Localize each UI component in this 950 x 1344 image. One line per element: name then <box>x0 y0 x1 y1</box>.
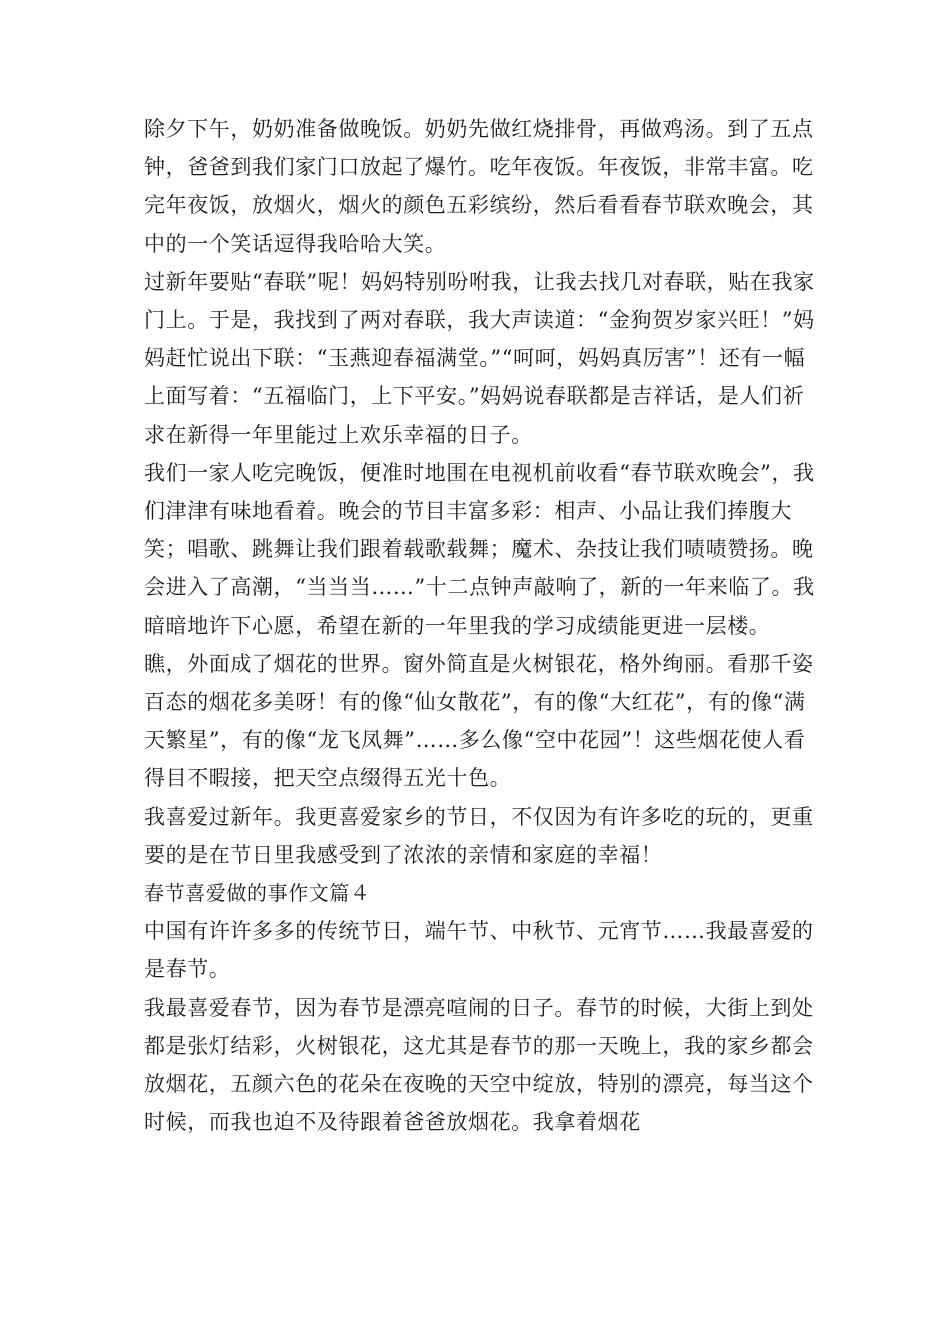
document-body <box>144 110 824 1141</box>
paragraph-3: 我们一家人吃完晚饭，便准时地围在电视机前收看“春节联欢晚会”，我们津津有味地看着。晚会的节目丰富多彩：相声、小品让我们捧腹大笑；唱歌、跳舞让我们跟着载歌载舞；魔术、杂技让我们啧啧赞扬。晚会进入了高潮，“当当当……”十二点钟声敲响了，新的一年来临了。我暗暗地许下心愿，希望在新的一年里我的学习成绩能更进一层楼。 <box>144 460 815 638</box>
paragraph-4: 瞧，外面成了烟花的世界。窗外简直是火树银花，格外绚丽。看那千姿百态的烟花多美呀！有的像“仙女散花”，有的像“大红花”，有的像“满天繁星”，有的像“龙飞凤舞”……多么像“空中花园”！这些烟花使人看得目不暇接，把天空点缀得五光十色。 <box>144 651 814 791</box>
paragraph-7: 我最喜爱春节，因为春节是漂亮喧闹的日子。春节的时候，大街上到处都是张灯结彩，火树银花，这尤其是春节的那一天晚上，我的家乡都会放烟花，五颜六色的花朵在夜晚的天空中绽放，特别的漂亮，每当这个时候，而我也迫不及待跟着爸爸放烟花。我拿着烟花 <box>144 995 814 1135</box>
paragraph-1: 除夕下午，奶奶准备做晚饭。奶奶先做红烧排骨，再做鸡汤。到了五点钟，爸爸到我们家门口放起了爆竹。吃年夜饭。年夜饭，非常丰富。吃完年夜饭，放烟火，烟火的颜色五彩缤纷，然后看看春节联欢晚会，其中的一个笑话逗得我哈哈大笑。 <box>144 117 814 256</box>
paragraph-5: 我喜爱过新年。我更喜爱家乡的节日，不仅因为有许多吃的玩的，更重要的是在节日里我感受到了浓浓的亲情和家庭的幸福！ <box>144 804 814 867</box>
section-heading: 春节喜爱做的事作文篇４ <box>144 881 371 906</box>
paragraph-6: 中国有许许多多的传统节日，端午节、中秋节、元宵节……我最喜爱的是春节。 <box>144 919 814 982</box>
paragraph-2: 过新年要贴“春联”呢！妈妈特别吩咐我，让我去找几对春联，贴在我家门上。于是，我找到了两对春联，我大声读道：“金狗贺岁家兴旺！”妈妈赶忙说出下联：“玉燕迎春福满堂。”“呵呵，妈妈真厉害”！还有一幅上面写着：“五福临门，上下平安。”妈妈说春联都是吉祥话，是人们祈求在新得一年里能过上欢乐幸福的日子。 <box>144 269 815 447</box>
